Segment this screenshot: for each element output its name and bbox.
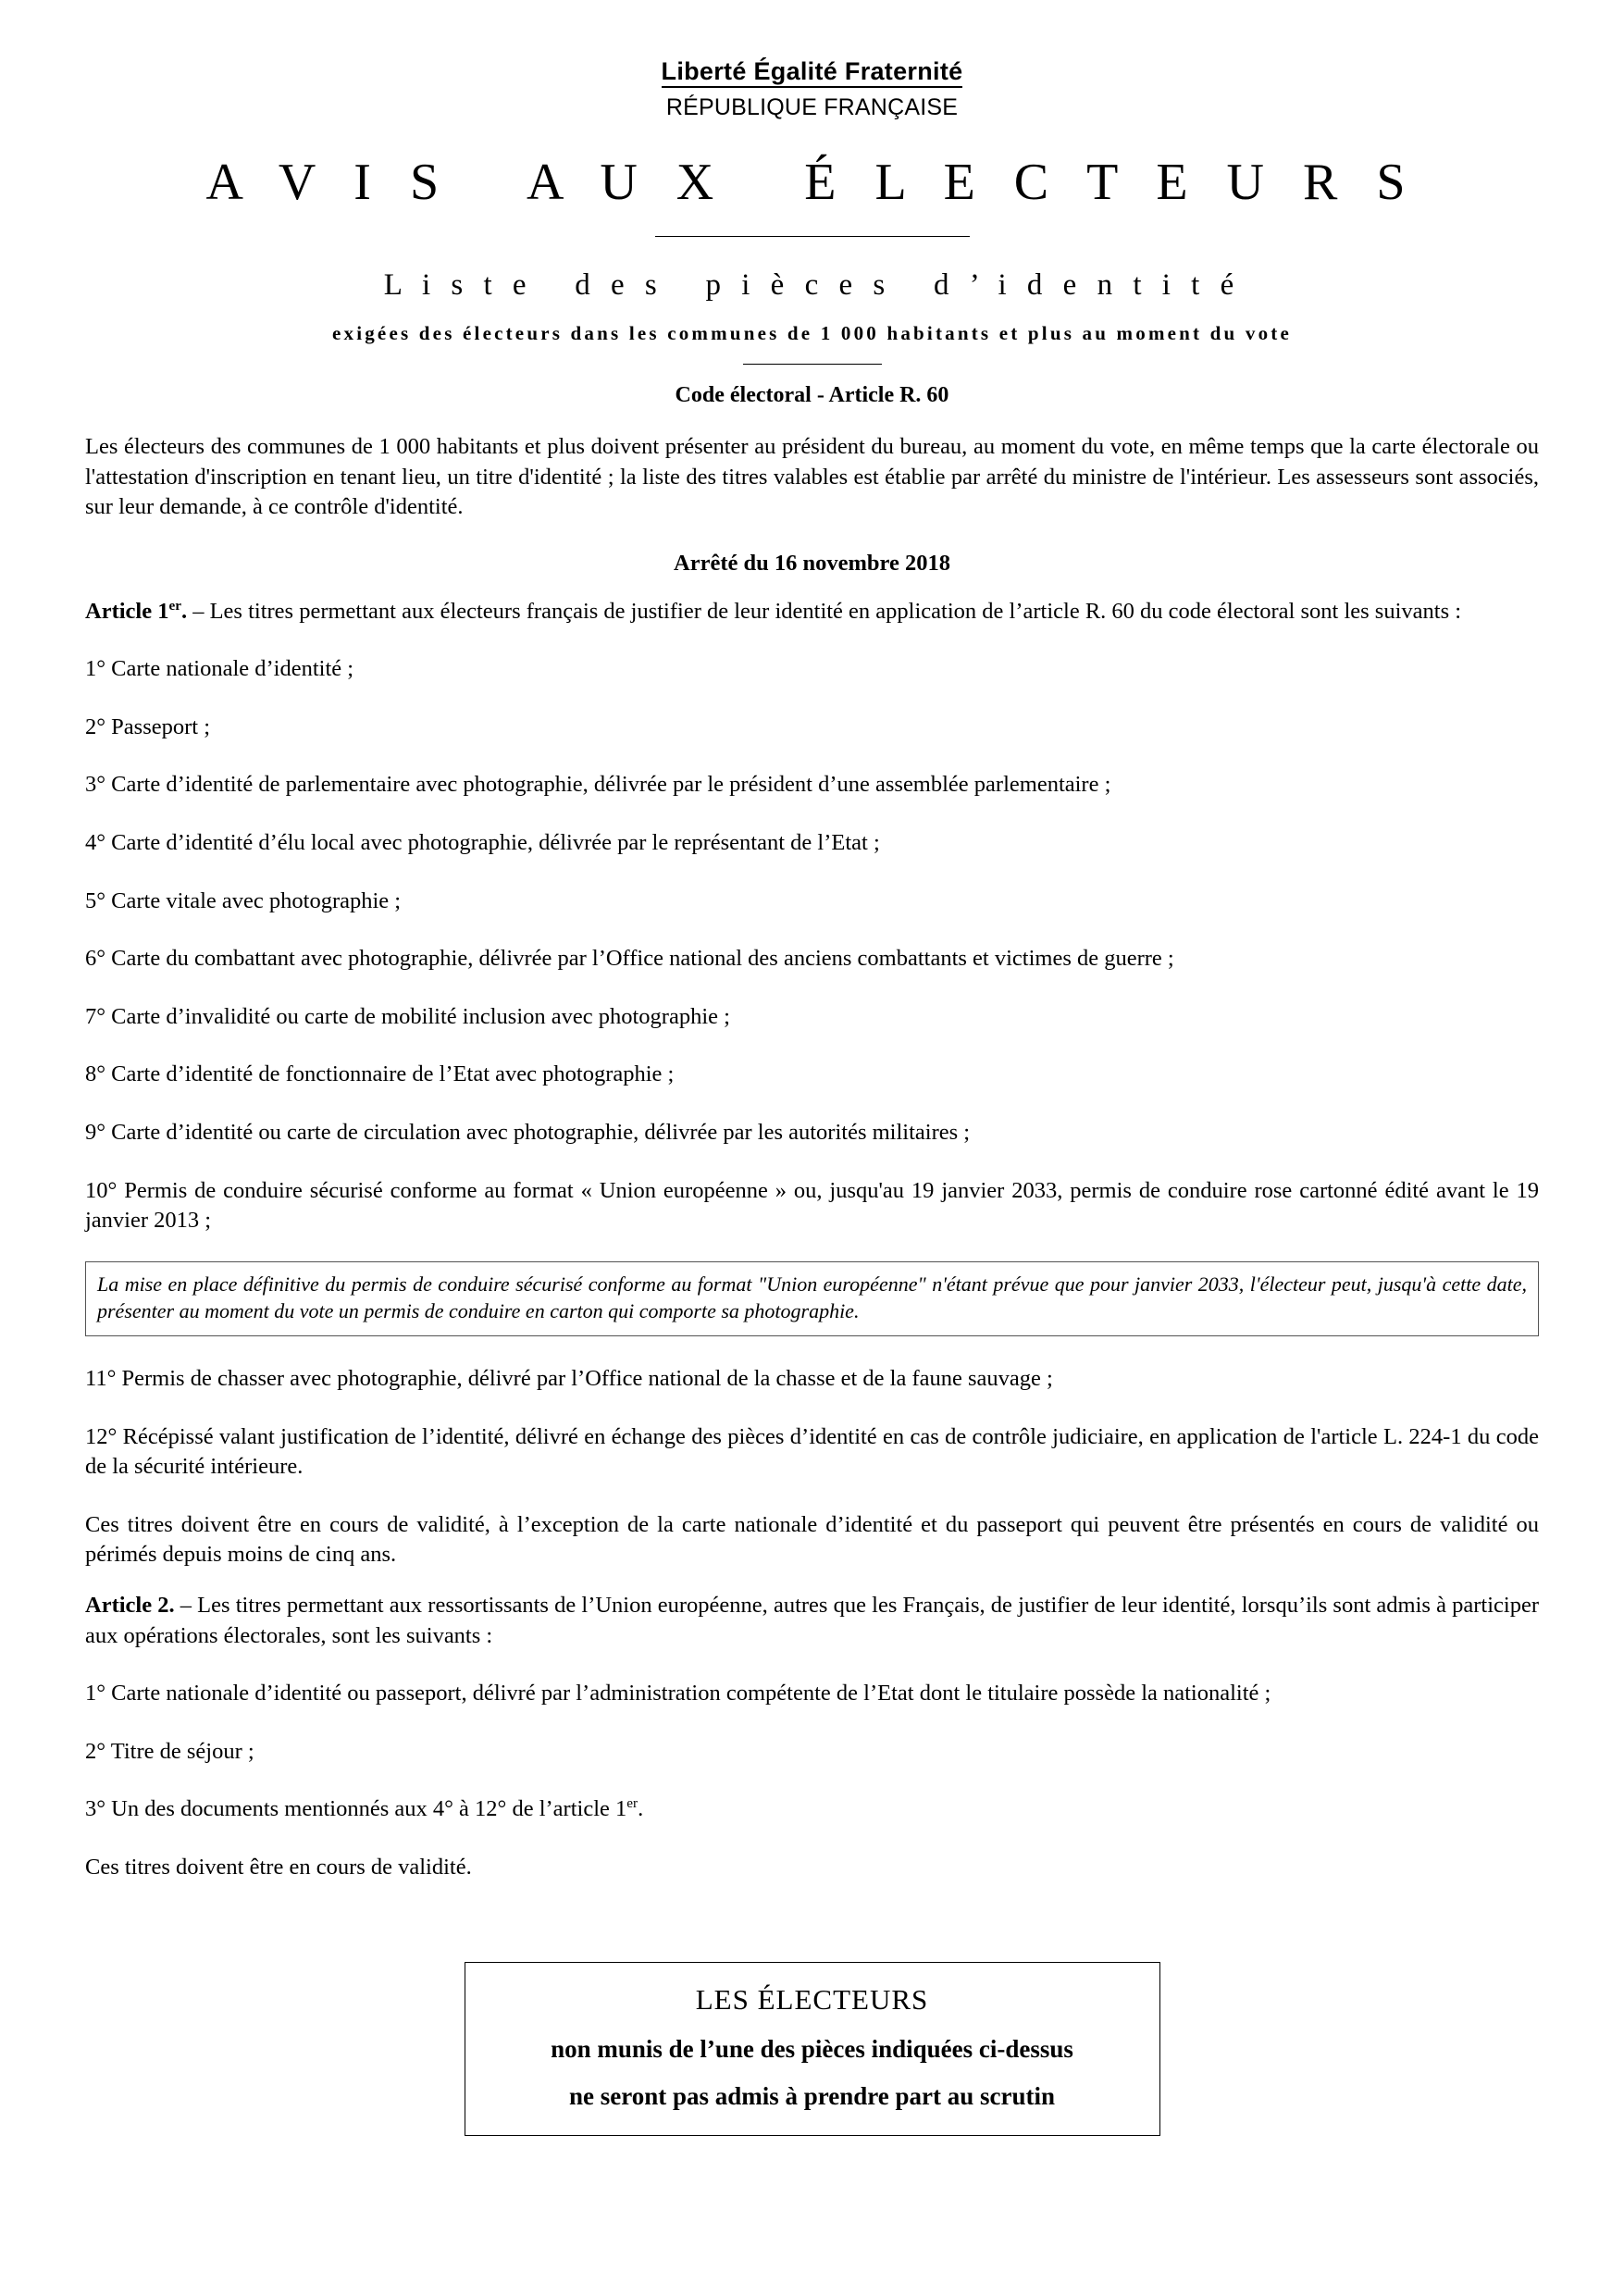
list-item: 2° Titre de séjour ; [85,1738,254,1764]
list-item: 5° Carte vitale avec photographie ; [85,887,402,913]
intro-paragraph: Les électeurs des communes de 1 000 habitants et plus doivent présenter au président du bureau, au moment du vote, en même temps que la carte électorale ou l'attestation d'inscription en tenant lieu, un titre d'identité ; la liste des titres valables est établie par arrêté du ministre de l'intérieur. Les assesseurs sont associés, sur leur demande, à ce contrôle d'identité. [85,434,1539,520]
list-item: 12° Récépissé valant justification de l’identité, délivré en échange des pièces d’identité en cas de contrôle judiciaire, en application de l'article L. 224-1 du code de la sécurité intérieure. [85,1423,1539,1480]
list-item: 1° Carte nationale d’identité ou passeport, délivré par l’administration compétente de l’Etat dont le titulaire possède la nationalité ; [85,1681,1271,1706]
warning-box-line-3: ne seront pas admis à prendre part au scrutin [568,2082,1056,2111]
list-item: 7° Carte d’invalidité ou carte de mobilité inclusion avec photographie ; [85,1003,730,1029]
list-item: 3° Carte d’identité de parlementaire avec photographie, délivrée par le président d’une assemblée parlementaire ; [85,772,1111,798]
article-1-heading [85,597,1539,627]
list-item: 11° Permis de chasser avec photographie, délivré par l’Office national de la chasse et de la faune sauvage ; [85,1366,1053,1392]
subtitle-secondary: exigées des électeurs dans les communes de 1 000 habitants et plus au moment du vote [331,322,1293,344]
list-item: 6° Carte du combattant avec photographie, délivrée par l’Office national des anciens combattants et victimes de guerre ; [85,946,1174,972]
article-2-heading [85,1591,1539,1651]
warning-box-line-2: non munis de l’une des pièces indiquées ci-dessus [551,2035,1073,2064]
article-2-text: – Les titres permettant aux ressortissants de l’Union européenne, autres que les Français, de justifier de leur identité, lorsqu’ils sont admis à participer aux opérations électorales, sont les suivants : [85,1592,1539,1648]
article-1-closing: Ces titres doivent être en cours de validité, à l’exception de la carte nationale d’identité et du passeport qui peuvent être présentés en cours de validité ou périmés depuis moins de cinq ans. [85,1511,1539,1568]
article-1-label-superscript: er [168,597,181,614]
national-motto: Liberté Égalité Fraternité [85,57,1539,86]
driving-licence-note-text: La mise en place définitive du permis de conduire sécurisé conforme au format "Union européenne" n'étant prévue que pour janvier 2033, l'électeur peut, jusqu'à cette date, présenter au moment du vote un permis de conduire en carton qui comporte sa photographie. [97,1272,1527,1323]
article-2-label: Article 2. [85,1592,175,1618]
list-item: 8° Carte d’identité de fonctionnaire de l’Etat avec photographie ; [85,1061,675,1087]
divider-rule-top [655,236,970,237]
article-1-text: – Les titres permettant aux électeurs français de justifier de leur identité en application de l’article R. 60 du code électoral sont les suivants : [192,598,1462,624]
article-1-label: Article 1er. [85,597,188,624]
list-item: 10° Permis de conduire sécurisé conforme au format « Union européenne » ou, jusqu'au 19 janvier 2033, permis de conduire rose cartonné édité avant le 19 janvier 2013 ; [85,1177,1539,1234]
subtitle-primary: L i s t e d e s p i è c e s d ’ i d e n t i t é [383,268,1241,302]
warning-box-line-1: LES ÉLECTEURS [695,1983,929,2017]
list-item: 1° Carte nationale d’identité ; [85,656,354,682]
article-2-closing: Ces titres doivent être en cours de validité. [85,1854,472,1880]
page-title: A V I S A U X É L E C T E U R S [205,154,1419,211]
article-reference-superscript: er [626,1795,638,1812]
decree-date: Arrêté du 16 novembre 2018 [674,550,950,576]
list-item: 4° Carte d’identité d’élu local avec photographie, délivrée par le représentant de l’Etat ; [85,830,880,856]
legal-reference: Code électoral - Article R. 60 [675,383,949,407]
driving-licence-note-box [85,1261,1539,1336]
list-item: 2° Passeport ; [85,714,211,739]
warning-box [465,1962,1160,2136]
list-item-text: 3° Un des documents mentionnés aux 4° à 12° de l’article 1 [85,1796,627,1822]
divider-rule-small [743,364,882,365]
republic-name: RÉPUBLIQUE FRANÇAISE [665,94,959,120]
list-item: 9° Carte d’identité ou carte de circulation avec photographie, délivrée par les autorités militaires ; [85,1119,971,1145]
list-item: 3° Un des documents mentionnés aux 4° à 12° de l’article 1er. [85,1795,644,1822]
